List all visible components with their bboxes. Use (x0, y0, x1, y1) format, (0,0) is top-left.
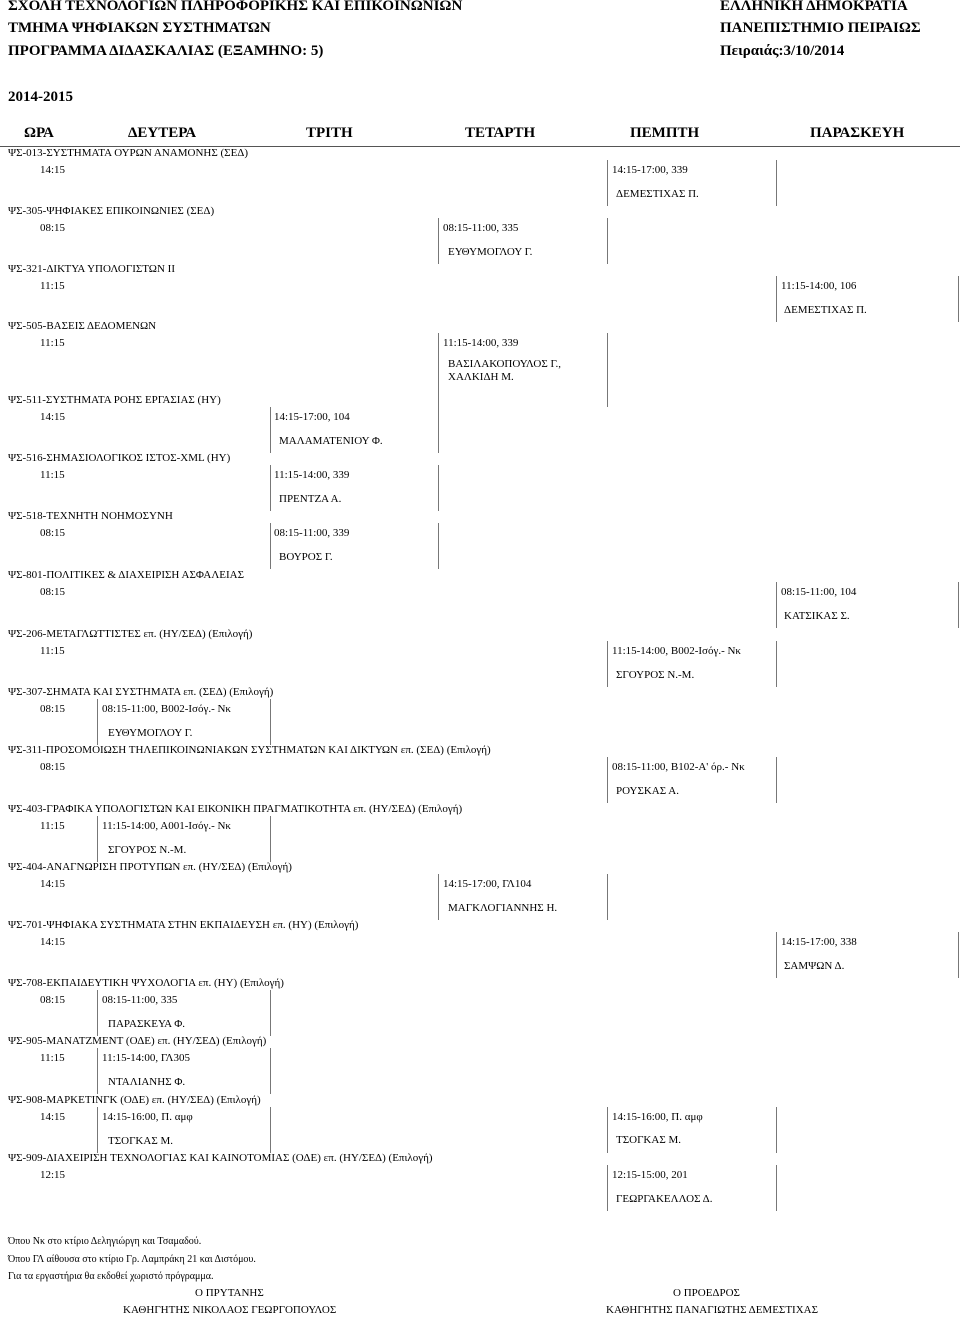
course-title: ΨΣ-516-ΣΗΜΑΣΙΟΛΟΓΙΚΟΣ ΙΣΤΟΣ-XML (ΗΥ) (8, 452, 231, 464)
course-professor: ΠΑΡΑΣΚΕΥΑ Φ. (108, 1018, 186, 1030)
chair-name: ΚΑΘΗΓΗΤΗΣ ΠΑΝΑΓΙΩΤΗΣ ΔΕΜΕΣΤΙΧΑΣ (606, 1304, 818, 1316)
course-title: ΨΣ-708-ΕΚΠΑΙΔΕΥΤΙΚΗ ΨΥΧΟΛΟΓΙΑ επ. (ΗΥ) (Επιλογή) (8, 977, 284, 989)
course-slot: 08:15-11:00, 335 (443, 222, 519, 234)
course-time: 14:15 (40, 411, 66, 423)
course-time: 11:15 (40, 337, 65, 349)
course-professor: ΣΓΟΥΡΟΣ Ν.-Μ. (616, 669, 695, 681)
course-slot: 14:15-16:00, Π. αμφ (102, 1111, 193, 1123)
rector-title: Ο ΠΡΥΤΑΝΗΣ (195, 1287, 264, 1299)
place-date: Πειραιάς:3/10/2014 (720, 43, 845, 59)
course-slot: 14:15-17:00, 338 (781, 936, 857, 948)
course-slot: 08:15-11:00, 104 (781, 586, 857, 598)
course-professor: ΝΤΑΛΙΑΝΗΣ Φ. (108, 1076, 186, 1088)
course-title: ΨΣ-801-ΠΟΛΙΤΙΚΕΣ & ΔΙΑΧΕΙΡΙΣΗ ΑΣΦΑΛΕΙΑΣ (8, 569, 245, 581)
rector-name: ΚΑΘΗΓΗΤΗΣ ΝΙΚΟΛΑΟΣ ΓΕΩΡΓΟΠΟΥΛΟΣ (123, 1304, 337, 1316)
department-name: ΤΜΗΜΑ ΨΗΦΙΑΚΩΝ ΣΥΣΤΗΜΑΤΩΝ (8, 20, 271, 36)
col-header-wednesday: ΤΕΤΑΡΤΗ (465, 125, 536, 141)
course-time: 08:15 (40, 527, 66, 539)
course-time: 11:15 (40, 280, 65, 292)
course-time: 08:15 (40, 761, 66, 773)
col-header-friday: ΠΑΡΑΣΚΕΥΗ (810, 125, 905, 141)
course-time: 08:15 (40, 994, 66, 1006)
course-time: 11:15 (40, 1052, 65, 1064)
course-professor: ΤΣΟΓΚΑΣ Μ. (108, 1135, 173, 1147)
course-professor: ΡΟΥΣΚΑΣ Α. (616, 785, 679, 797)
school-name: ΣΧΟΛΗ ΤΕΧΝΟΛΟΓΙΩΝ ΠΛΗΡΟΦΟΡΙΚΗΣ ΚΑΙ ΕΠΙΚΟΙΝΩΝΙΩΝ (8, 0, 463, 14)
course-time: 14:15 (40, 936, 66, 948)
col-header-tuesday: ΤΡΙΤΗ (306, 125, 353, 141)
course-professor: ΒΟΥΡΟΣ Γ. (279, 551, 333, 563)
course-title: ΨΣ-511-ΣΥΣΤΗΜΑΤΑ ΡΟΗΣ ΕΡΓΑΣΙΑΣ (ΗΥ) (8, 394, 221, 406)
course-slot: 14:15-17:00, 339 (612, 164, 688, 176)
course-slot: 11:15-14:00, Α001-Ισόγ.- Νκ (102, 820, 231, 832)
course-time: 08:15 (40, 703, 66, 715)
course-title: ΨΣ-905-ΜΑΝΑΤΖΜΕΝΤ (ΟΔΕ) επ. (ΗΥ/ΣΕΔ) (Επιλογή) (8, 1035, 267, 1047)
academic-year: 2014-2015 (8, 89, 73, 105)
course-professor: ΕΥΘΥΜΟΓΛΟΥ Γ. (448, 246, 533, 258)
course-title: ΨΣ-403-ΓΡΑΦΙΚΑ ΥΠΟΛΟΓΙΣΤΩΝ ΚΑΙ ΕΙΚΟΝΙΚΗ ΠΡΑΓΜΑΤΙΚΟΤΗΤΑ επ. (ΗΥ/ΣΕΔ) (Επιλογή) (8, 803, 463, 815)
course-professor: ΕΥΘΥΜΟΓΛΟΥ Γ. (108, 727, 193, 739)
course-professor: ΔΕΜΕΣΤΙΧΑΣ Π. (616, 188, 699, 200)
course-professor-2: ΧΑΛΚΙΔΗ Μ. (448, 371, 514, 383)
course-time: 14:15 (40, 878, 66, 890)
course-slot-2: 14:15-16:00, Π. αμφ (612, 1111, 703, 1123)
course-slot: 12:15-15:00, 201 (612, 1169, 688, 1181)
course-slot: 11:15-14:00, ΓΛ305 (102, 1052, 190, 1064)
program-title: ΠΡΟΓΡΑΜΜΑ ΔΙΔΑΣΚΑΛΙΑΣ (ΕΞΑΜΗΝΟ: 5) (8, 43, 324, 59)
course-title: ΨΣ-518-ΤΕΧΝΗΤΗ ΝΟΗΜΟΣΥΝΗ (8, 510, 173, 522)
course-professor: ΒΑΣΙΛΑΚΟΠΟΥΛΟΣ Γ., (448, 358, 562, 370)
university-name: ΠΑΝΕΠΙΣΤΗΜΙΟ ΠΕΙΡΑΙΩΣ (720, 20, 921, 36)
course-title: ΨΣ-305-ΨΗΦΙΑΚΕΣ ΕΠΙΚΟΙΝΩΝΙΕΣ (ΣΕΔ) (8, 205, 215, 217)
course-time: 14:15 (40, 164, 66, 176)
course-slot: 08:15-11:00, Β002-Ισόγ.- Νκ (102, 703, 231, 715)
course-title: ΨΣ-404-ΑΝΑΓΝΩΡΙΣΗ ΠΡΟΤΥΠΩΝ επ. (ΗΥ/ΣΕΔ) (Επιλογή) (8, 861, 292, 873)
course-professor: ΜΑΓΚΛΟΓΙΑΝΝΗΣ Η. (448, 902, 558, 914)
republic-label: ΕΛΛΗΝΙΚΗ ΔΗΜΟΚΡΑΤΙΑ (720, 0, 908, 14)
course-slot: 11:15-14:00, 106 (781, 280, 857, 292)
course-slot: 08:15-11:00, 339 (274, 527, 350, 539)
course-time: 11:15 (40, 820, 65, 832)
footer-note-3: Για τα εργαστήρια θα εκδοθεί χωριστό πρόγραμμα. (8, 1271, 214, 1282)
course-time: 11:15 (40, 645, 65, 657)
course-slot: 11:15-14:00, 339 (274, 469, 350, 481)
course-slot: 14:15-17:00, 104 (274, 411, 350, 423)
course-professor-2: ΤΣΟΓΚΑΣ Μ. (616, 1134, 681, 1146)
course-time: 08:15 (40, 586, 66, 598)
course-title: ΨΣ-311-ΠΡΟΣΟΜΟΙΩΣΗ ΤΗΛΕΠΙΚΟΙΝΩΝΙΑΚΩΝ ΣΥΣΤΗΜΑΤΩΝ ΚΑΙ ΔΙΚΤΥΩΝ επ. (ΣΕΔ) (Επιλογή) (8, 744, 491, 756)
chair-title: Ο ΠΡΟΕΔΡΟΣ (673, 1287, 740, 1299)
footer-note-2: Όπου ΓΛ αίθουσα στο κτίριο Γρ. Λαμπράκη 21 και Διστόμου. (8, 1254, 256, 1265)
course-time: 08:15 (40, 222, 66, 234)
course-title: ΨΣ-307-ΣΗΜΑΤΑ ΚΑΙ ΣΥΣΤΗΜΑΤΑ επ. (ΣΕΔ) (Επιλογή) (8, 686, 274, 698)
course-professor: ΜΑΛΑΜΑΤΕΝΙΟΥ Φ. (279, 435, 383, 447)
course-professor: ΓΕΩΡΓΑΚΕΛΛΟΣ Δ. (616, 1193, 713, 1205)
course-professor: ΣΑΜΨΩΝ Δ. (784, 960, 845, 972)
course-title: ΨΣ-909-ΔΙΑΧΕΙΡΙΣΗ ΤΕΧΝΟΛΟΓΙΑΣ ΚΑΙ ΚΑΙΝΟΤΟΜΙΑΣ (ΟΔΕ) επ. (ΗΥ/ΣΕΔ) (Επιλογή) (8, 1152, 433, 1164)
footer-note-1: Όπου Νκ στο κτίριο Δεληγιώργη και Τσαμαδού. (8, 1236, 202, 1247)
course-title: ΨΣ-013-ΣΥΣΤΗΜΑΤΑ ΟΥΡΩΝ ΑΝΑΜΟΝΗΣ (ΣΕΔ) (8, 147, 249, 159)
course-title: ΨΣ-908-ΜΑΡΚΕΤΙΝΓΚ (ΟΔΕ) επ. (ΗΥ/ΣΕΔ) (Επιλογή) (8, 1094, 261, 1106)
course-title: ΨΣ-701-ΨΗΦΙΑΚΑ ΣΥΣΤΗΜΑΤΑ ΣΤΗΝ ΕΚΠΑΙΔΕΥΣΗ επ. (ΗΥ) (Επιλογή) (8, 919, 359, 931)
course-time: 12:15 (40, 1169, 66, 1181)
course-professor: ΔΕΜΕΣΤΙΧΑΣ Π. (784, 304, 867, 316)
course-professor: ΠΡΕΝΤΖΑ Α. (279, 493, 342, 505)
course-professor: ΣΓΟΥΡΟΣ Ν.-Μ. (108, 844, 187, 856)
course-slot: 11:15-14:00, 339 (443, 337, 519, 349)
col-header-monday: ΔΕΥΤΕΡΑ (128, 125, 197, 141)
col-header-time: ΩΡΑ (24, 125, 54, 141)
course-professor: ΚΑΤΣΙΚΑΣ Σ. (784, 610, 850, 622)
course-slot: 08:15-11:00, Β102-Α' όρ.- Νκ (612, 761, 745, 773)
course-title: ΨΣ-321-ΔΙΚΤΥΑ ΥΠΟΛΟΓΙΣΤΩΝ ΙΙ (8, 263, 175, 275)
col-header-thursday: ΠΕΜΠΤΗ (630, 125, 700, 141)
course-slot: 11:15-14:00, Β002-Ισόγ.- Νκ (612, 645, 741, 657)
course-title: ΨΣ-206-ΜΕΤΑΓΛΩΤΤΙΣΤΕΣ επ. (ΗΥ/ΣΕΔ) (Επιλογή) (8, 628, 253, 640)
course-time: 14:15 (40, 1111, 66, 1123)
course-title: ΨΣ-505-ΒΑΣΕΙΣ ΔΕΔΟΜΕΝΩΝ (8, 320, 157, 332)
course-slot: 08:15-11:00, 335 (102, 994, 178, 1006)
course-slot: 14:15-17:00, ΓΛ104 (443, 878, 532, 890)
course-time: 11:15 (40, 469, 65, 481)
